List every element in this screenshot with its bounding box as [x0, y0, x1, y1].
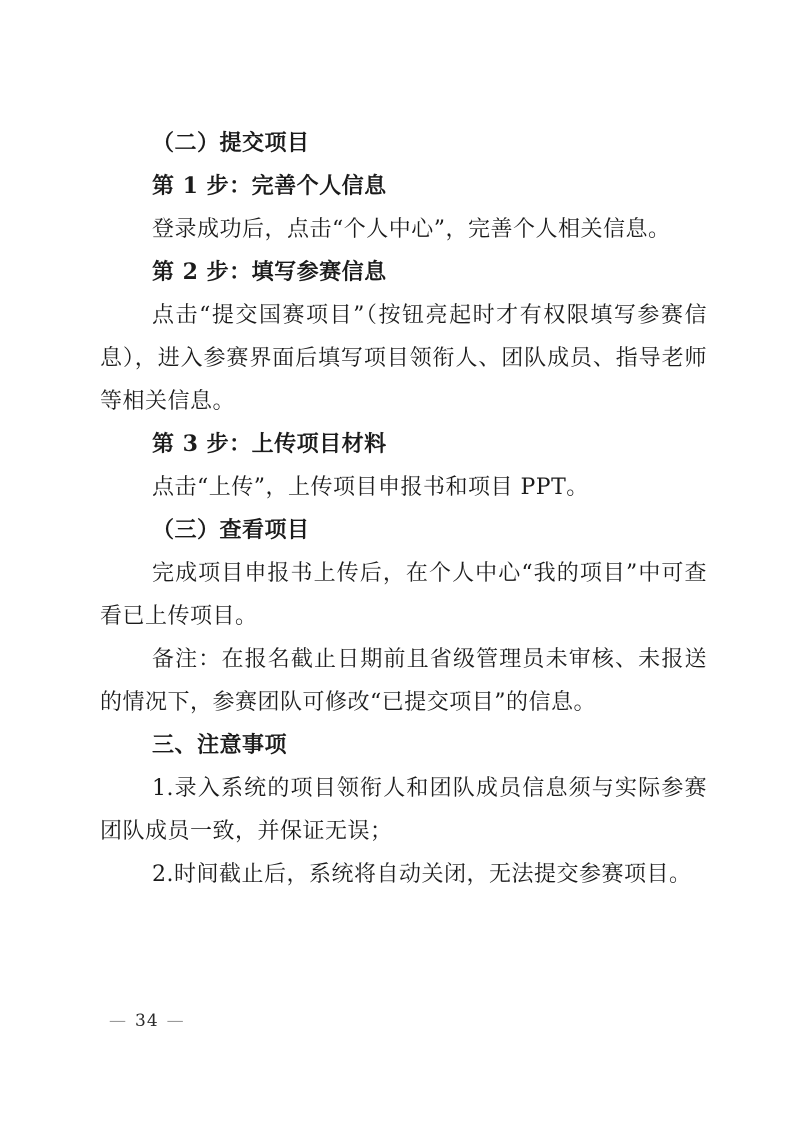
page-footer — [103, 1009, 191, 1033]
footer-right-dash: — — [166, 1011, 185, 1031]
page-number: 34 — [135, 1011, 159, 1031]
footer-left-dash: — — [109, 1011, 127, 1031]
step-3-body: 点击“上传”，上传项目申报书和项目 PPT。 — [152, 475, 589, 500]
section-heading-notes: 三、注意事项 — [152, 733, 288, 758]
step-2-heading: 第 2 步：填写参赛信息 — [152, 259, 387, 285]
note-item-2: 2.时间截止后，系统将自动关闭，无法提交参赛项目。 — [152, 862, 692, 887]
step-2-body: 点击“提交国赛项目”（按钮亮起时才有权限填写参赛信息），进入参赛界面后填写项目领衔人、团队成员、指导老师等相关信息。 — [100, 303, 707, 414]
step-1-heading: 第 1 步：完善个人信息 — [152, 173, 387, 199]
section-heading-view-project: （三）查看项目 — [152, 517, 310, 543]
view-project-body: 完成项目申报书上传后，在个人中心“我的项目”中可查看已上传项目。 — [100, 561, 707, 629]
step-1-body: 登录成功后，点击“个人中心”，完善个人相关信息。 — [152, 217, 671, 242]
document-body — [100, 122, 707, 896]
section-heading-submit-project: （二）提交项目 — [152, 130, 310, 156]
note-item-1: 1.录入系统的项目领衔人和团队成员信息须与实际参赛团队成员一致，并保证无误； — [100, 776, 707, 844]
note-remark-body: 备注：在报名截止日期前且省级管理员未审核、未报送的情况下，参赛团队可修改“已提交项目”的信息。 — [100, 647, 707, 715]
step-3-heading: 第 3 步：上传项目材料 — [152, 431, 387, 457]
